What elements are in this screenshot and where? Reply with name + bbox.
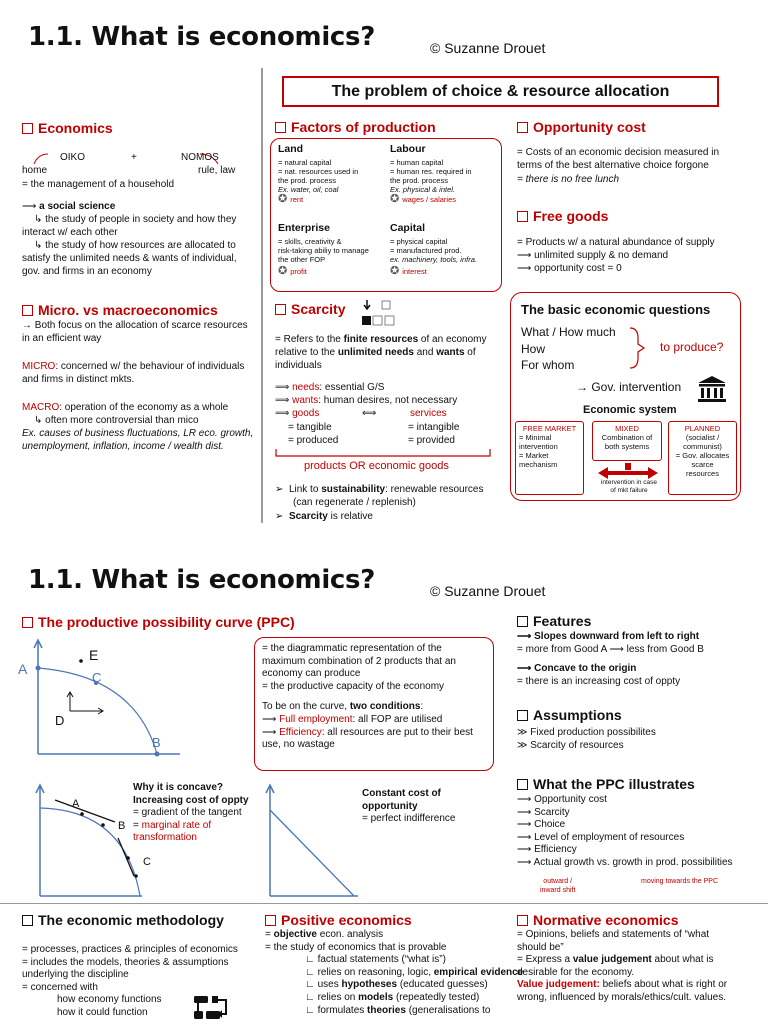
illustrates-list (517, 794, 733, 870)
micro-line-1: → Both focus on the allocation of scarce resources (22, 320, 248, 331)
economics-line-6: satisfy the unlimited needs & wants of individual, (22, 253, 237, 264)
scarcity-line-3: individuals (275, 360, 322, 371)
oiko-label: OIKO (60, 152, 86, 163)
positive-text: = objective econ. analysis = the study of economics that is provable ∟ factual statements (“what is”) ∟ relies on reasoning, logic, empirical evidence ∟ uses hypotheses (educated guesses) ∟ relies on models (repeatedly tested) ∟ formulates theories (generalisations to (265, 929, 524, 1016)
list-item: ⟶ Actual growth vs. growth in prod. possibilities (517, 856, 733, 868)
ppc-definition: = the diagrammatic representation of the maximum combination of 2 products that an economy can produce = the productive capacity of the economy To be on the curve, two conditions: ⟶ Full employment: all FOP are utilised ⟶ Efficiency: all resources are put to their best use, no wastage (262, 643, 473, 751)
concave-explanation: Why it is concave? Increasing cost of oppty = gradient of the tangent = marginal rate of transformation (133, 782, 249, 844)
moving-note: moving towards the PPC (641, 878, 719, 885)
ppc-heading: The productive possibility curve (PPC) (22, 614, 295, 630)
government-building-icon (696, 375, 728, 403)
assumptions-list: ≫ Fixed production possibilites ≫ Scarcity of resources (517, 727, 656, 751)
checkbox-icon (517, 779, 528, 790)
nomos-label: NOMOS (181, 152, 219, 163)
page-title-top: 1.1. What is economics? (28, 22, 375, 52)
checkbox-icon (517, 211, 528, 222)
free-line-3: ⟶ opportunity cost = 0 (517, 263, 622, 274)
economics-line-2: ⟶ a social science (22, 201, 116, 212)
home-label: home (22, 165, 48, 176)
list-item: ⟶ Choice (517, 819, 566, 831)
banner-box (282, 76, 719, 107)
opp-line-3: = there is no free lunch (517, 174, 620, 185)
checkbox-icon (22, 305, 33, 316)
scarcity-needs: ⟹ needs: essential G/S (275, 382, 385, 393)
checkbox-icon (517, 915, 528, 926)
plus-sign: + (131, 152, 137, 163)
sustainability-bullet: ➢ Link to sustainability: renewable resources (275, 484, 484, 495)
free-line-1: = Products w/ a natural abundance of supply (517, 237, 715, 248)
scarcity-wants: ⟹ wants: human desires, not necessary (275, 395, 458, 406)
concave-ppc-diagram (30, 780, 150, 900)
features-list: ⟶ Slopes downward from left to right = more from Good A ⟶ less from Good B ⟶ Concave to the origin = there is an increasing cost of oppty (517, 631, 704, 687)
page-title-bottom: 1.1. What is economics? (28, 565, 375, 595)
normative-heading: Normative economics (517, 912, 679, 928)
constant-cost-text: Constant cost of opportunity = perfect indifference (362, 788, 456, 825)
brace-icon (628, 326, 648, 370)
opp-line-2: terms of the best alternative choice forgone (517, 160, 709, 171)
macro-def-4: unemployment, inflation, income / wealth dist. (22, 441, 224, 452)
award-icon: ✪ (278, 192, 288, 205)
relative-bullet: ➢ Scarcity is relative (275, 511, 373, 522)
shift-note: outward / inward shift (540, 878, 576, 894)
checkbox-icon (275, 122, 286, 133)
copyright-bottom: © Suzanne Drouet (430, 583, 546, 599)
assumptions-heading: Assumptions (517, 707, 622, 723)
free-goods-heading: Free goods (517, 208, 608, 224)
economics-line-5: ↳ the study of how resources are allocated to (34, 240, 236, 251)
micro-macro-heading: Micro. vs macroeconomics (22, 302, 218, 318)
scarcity-line-1: = Refers to the finite resources of an economy (275, 334, 487, 345)
normative-text: = Opinions, beliefs and statements of “what should be” = Express a value judgement about what is desirable for the economy. Value judgement: beliefs about what is right or wrong, influenced by morals/ethics/cult. values. (517, 929, 728, 1003)
point-d-arrows (67, 692, 103, 714)
checkbox-icon (265, 915, 276, 926)
micro-def-1: MICRO: concerned w/ the behaviour of individuals (22, 361, 245, 372)
checkbox-icon (275, 304, 286, 315)
award-icon: ✪ (390, 264, 400, 277)
label-e: E (89, 647, 99, 663)
concave-label-c: C (143, 856, 151, 868)
scarcity-services: services (410, 408, 447, 419)
economics-line-4: interact w/ each other (22, 227, 118, 238)
constant-cost-diagram (262, 780, 362, 900)
planned-box: PLANNED (socialist / communist) = Gov. allocates scarce resources (668, 421, 737, 495)
award-icon: ✪ (278, 264, 288, 277)
point-a (36, 666, 41, 671)
fop-labour: Labour = human capital = human res. required in the prod. process Ex. physical & intel. ✪ wages / salaries (390, 143, 472, 205)
checkbox-icon (22, 915, 33, 926)
features-heading: Features (517, 613, 591, 629)
brace-line (274, 447, 494, 459)
goods-tangible: = tangible (288, 422, 332, 433)
checkbox-icon (517, 616, 528, 627)
micro-def-2: and firms in distinct mkts. (22, 374, 135, 385)
scarcity-line-2: relative to the unlimited needs and wants of (275, 347, 476, 358)
positive-heading: Positive economics (265, 912, 412, 928)
checkbox-icon (517, 122, 528, 133)
economics-line-3: ↳ the study of people in society and how they (34, 214, 237, 225)
economic-system-label: Economic system (583, 404, 677, 416)
economics-line-7: gov. and firms in an economy (22, 266, 152, 277)
label-a: A (18, 661, 28, 677)
question-for-whom: For whom (521, 358, 575, 372)
services-intangible: = intangible (408, 422, 460, 433)
checkbox-icon (22, 617, 33, 628)
free-line-2: ⟶ unlimited supply & no demand (517, 250, 669, 261)
methodology-text: = processes, practices & principles of economics = includes the models, theories & assumptions underlying the discipline = concerned with how economy functions how it could function (22, 944, 238, 1018)
concave-label-b: B (118, 820, 126, 832)
column-divider (261, 68, 263, 523)
opportunity-cost-heading: Opportunity cost (517, 119, 646, 135)
economics-line-1: = the management of a household (22, 179, 175, 190)
scarcity-heading: Scarcity (275, 301, 345, 317)
illustrates-heading: What the PPC illustrates (517, 776, 695, 792)
services-provided: = provided (408, 435, 455, 446)
sustainability-line-2: (can regenerate / replenish) (293, 497, 416, 508)
opp-line-1: = Costs of an economic decision measured in (517, 147, 720, 158)
gov-intervention: → Gov. intervention (576, 380, 682, 394)
macro-def-1: MACRO: operation of the economy as a whole (22, 402, 229, 413)
scarcity-arrow: ⟺ (362, 408, 377, 419)
micro-line-2: in an efficient way (22, 333, 102, 344)
macro-def-2: ↳ often more controversial than mico (34, 415, 199, 426)
list-item: ⟶ Opportunity cost (517, 794, 607, 805)
checkbox-icon (22, 123, 33, 134)
economics-heading: Economics (22, 120, 113, 136)
fop-heading: Factors of production (275, 119, 436, 135)
question-how: How (521, 342, 546, 356)
fop-land: Land = natural capital = nat. resources used in the prod. process Ex. water, oil, coal ✪ rent (278, 143, 359, 205)
rule-label: rule, law (198, 165, 236, 176)
free-market-box: FREE MARKET = Minimal intervention = Market mechanism (515, 421, 584, 495)
scarcity-blocks-icon (358, 298, 402, 330)
products-or-goods: products OR economic goods (304, 460, 449, 472)
fop-enterprise: Enterprise = skills, creativity & risk-taking abiliy to manage the other FOP ✪ profit (278, 222, 369, 277)
list-item: ⟶ Scarcity (517, 806, 570, 818)
point-b (155, 752, 160, 757)
basic-questions-heading: The basic economic questions (521, 302, 711, 317)
concave-label-a: A (72, 798, 80, 810)
ppc-diagram (20, 636, 195, 758)
banner-title: The problem of choice & resource allocation (331, 82, 670, 100)
point-e (79, 659, 83, 663)
label-b: B (152, 735, 161, 750)
intervention-note: intervention in case of mkt failure (600, 479, 657, 494)
fop-capital: Capital = physical capital = manufactured prod. ex. machinery, tools, infra. ✪ interest (390, 222, 477, 277)
scarcity-goods: ⟹ goods (275, 408, 320, 419)
macro-def-3: Ex. causes of business fluctuations, LR eco. growth, (22, 428, 254, 439)
label-c: C (92, 670, 102, 685)
label-d: D (55, 713, 65, 728)
copyright-top: © Suzanne Drouet (430, 40, 546, 56)
to-produce: to produce? (660, 340, 724, 354)
award-icon: ✪ (390, 192, 400, 205)
question-what: What / How much (521, 325, 616, 339)
flowchart-icon (192, 994, 236, 1024)
double-arrow-icon (596, 463, 660, 479)
methodology-heading: The economic methodology (22, 912, 224, 928)
goods-produced: = produced (288, 435, 339, 446)
list-item: ⟶ Level of employment of resources (517, 831, 685, 843)
list-item: ⟶ Efficiency (517, 844, 577, 856)
section-divider (0, 903, 768, 904)
mixed-box: MIXED Combination of both systems (592, 421, 662, 461)
checkbox-icon (517, 710, 528, 721)
